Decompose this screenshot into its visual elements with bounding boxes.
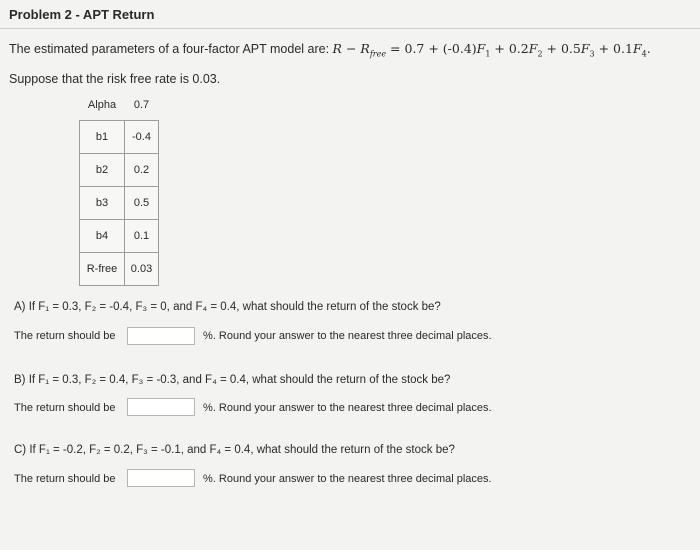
param-value: 0.5 <box>125 187 159 220</box>
intro-text: The estimated parameters of a four-factor APT model are: <box>9 42 330 56</box>
answer-input-a[interactable] <box>127 327 195 345</box>
table-row <box>80 187 159 220</box>
title-divider <box>0 28 700 29</box>
answer-input-c[interactable] <box>127 469 195 487</box>
param-label: b2 <box>80 154 125 187</box>
answer-label-c: The return should be <box>14 473 116 485</box>
table-row <box>80 154 159 187</box>
table-row <box>80 220 159 253</box>
answer-label-a: The return should be <box>14 330 116 342</box>
table-row <box>80 121 159 154</box>
param-value: 0.7 <box>125 89 159 121</box>
param-value: 0.2 <box>125 154 159 187</box>
question-b: B) If F₁ = 0.3, F₂ = 0.4, F₃ = -0.3, and F₄ = 0.4, what should the return of the stock be? <box>14 374 451 386</box>
param-label: b1 <box>80 121 125 154</box>
model-description <box>9 41 651 59</box>
param-value: 0.03 <box>125 253 159 286</box>
answer-suffix-b: %. Round your answer to the nearest three decimal places. <box>203 402 492 414</box>
problem-title: Problem 2 - APT Return <box>9 7 155 22</box>
param-label: b3 <box>80 187 125 220</box>
answer-input-b[interactable] <box>127 398 195 416</box>
param-label: Alpha <box>80 89 125 121</box>
param-label: R-free <box>80 253 125 286</box>
risk-free-statement: Suppose that the risk free rate is 0.03. <box>9 72 221 86</box>
param-label: b4 <box>80 220 125 253</box>
answer-suffix-a: %. Round your answer to the nearest three decimal places. <box>203 330 492 342</box>
table-row <box>80 253 159 286</box>
answer-suffix-c: %. Round your answer to the nearest three decimal places. <box>203 473 492 485</box>
apt-equation: $R - R_{free} = 0.7 + (-0.4)F_1 + 0.2F_2 + 0.5F_3 + 0.1F_4$. <box>332 41 651 59</box>
question-c: C) If F₁ = -0.2, F₂ = 0.2, F₃ = -0.1, and F₄ = 0.4, what should the return of the stock be? <box>14 444 455 456</box>
question-a: A) If F₁ = 0.3, F₂ = -0.4, F₃ = 0, and F₄ = 0.4, what should the return of the stock be? <box>14 301 441 313</box>
param-value: 0.1 <box>125 220 159 253</box>
table-row <box>80 89 159 121</box>
parameter-table <box>79 89 159 286</box>
param-value: -0.4 <box>125 121 159 154</box>
answer-label-b: The return should be <box>14 402 116 414</box>
